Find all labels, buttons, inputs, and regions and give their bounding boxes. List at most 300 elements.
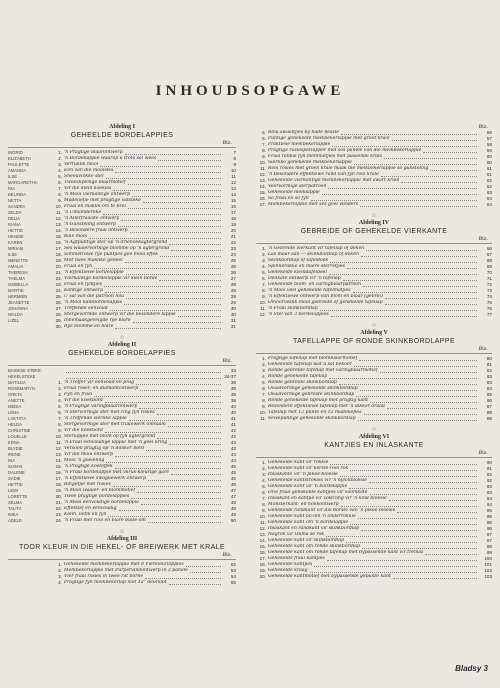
entry-page: 41 — [230, 416, 236, 421]
leader-dots — [358, 420, 477, 421]
entry-page: 100 — [484, 556, 492, 561]
leader-dots — [169, 244, 221, 245]
section-heading: GEHEKELDE BORDELAPPIES — [68, 350, 176, 357]
entry-title: 'n Fraai met rooi en blare buite-om — [64, 518, 146, 523]
entry-title: Vir die koekbord — [64, 398, 103, 403]
leader-dots — [129, 420, 221, 421]
entry-number: 2. — [262, 252, 266, 257]
entry-page: 87 — [486, 404, 492, 409]
divider — [256, 457, 492, 458]
entry-page: 63 — [486, 190, 492, 195]
entry-pattern-name: ADELE — [8, 518, 22, 523]
leader-dots — [143, 202, 221, 203]
entry-number: 2. — [58, 386, 62, 391]
leader-dots — [381, 176, 477, 177]
entry-page: 48 — [230, 500, 236, 505]
entry-page: 11 — [231, 174, 236, 179]
entry-number: 1. — [262, 356, 266, 361]
entry-number: 24. — [55, 288, 62, 293]
entry-number: 8. — [58, 192, 62, 197]
page-column-label: Blz. — [478, 236, 488, 242]
entry-page: 13 — [230, 186, 236, 191]
star-ornament: ☆ — [371, 322, 377, 329]
entry-page: 62 — [486, 184, 492, 189]
entry-number: 9. — [58, 428, 62, 433]
leader-dots — [328, 188, 477, 189]
entry-number: 9. — [262, 404, 266, 409]
entry-title: Gehekelde kant vir skinkbordlap — [268, 538, 345, 543]
entry-number: 30. — [55, 324, 62, 329]
entry-number: 11. — [259, 520, 266, 525]
leader-dots — [369, 482, 477, 483]
section-number: Afdeling III — [106, 536, 138, 542]
leader-dots — [350, 470, 477, 471]
entry-page: 57 — [486, 136, 492, 141]
entry-page: 95 — [486, 514, 492, 519]
leader-dots — [423, 152, 477, 153]
entry-number: 8. — [262, 288, 266, 293]
entry-pattern-name: ANETTE — [8, 398, 25, 403]
entry-title: Gehekelde kraag — [268, 568, 308, 573]
entry-page: 80 — [486, 356, 492, 361]
entry-page: 94 — [486, 502, 492, 507]
leader-dots — [121, 220, 221, 221]
entry-page: 28 — [230, 282, 236, 287]
entry-number: 11. — [259, 306, 266, 311]
leader-dots — [157, 414, 221, 415]
leader-dots — [66, 372, 221, 373]
entry-page: 42 — [230, 428, 236, 433]
entry-title: Puntige gehekelde melkbekerlappie met groot krale — [268, 136, 390, 141]
entry-number: 4. — [58, 580, 62, 585]
toc-section — [256, 434, 492, 580]
entry-title: Sneeuvlokke ster — [64, 174, 105, 179]
entry-title: 'n Treffende sierlike lappie — [64, 416, 127, 421]
entry-number: 16. — [259, 550, 266, 555]
leader-dots — [310, 572, 477, 573]
entry-page: 83 — [486, 380, 492, 385]
entry-pattern-name: LENA — [8, 410, 19, 415]
leader-dots — [128, 208, 221, 209]
entry-page: 103 — [484, 574, 492, 579]
entry-number: 2. — [262, 466, 266, 471]
leader-dots — [94, 268, 221, 269]
leader-dots — [148, 480, 221, 481]
leader-dots — [361, 256, 477, 257]
entry-page: 61 — [486, 172, 492, 177]
entry-title: Innemaakgevelgde rye blare — [64, 318, 131, 323]
entry-title: Ronde gehekelde tafellap met pragtig kant — [268, 398, 369, 403]
leader-dots — [106, 178, 221, 179]
entry-pattern-name: MEDIA — [8, 404, 22, 409]
page-column-label: Blz. — [478, 346, 488, 352]
leader-dots — [113, 190, 221, 191]
entry-page: 66 — [486, 246, 492, 251]
entry-page: 59 — [486, 148, 492, 153]
entry-page: 9 — [233, 162, 236, 167]
entry-number: 11. — [55, 440, 62, 445]
entry-pattern-name: SELMA — [8, 500, 23, 505]
entry-pattern-name: AMALIA — [8, 264, 24, 269]
star-ornament: ☆ — [119, 334, 125, 341]
section-heading: TAFELLAPPE OF RONDE SKINKBORDLAPPE — [292, 338, 456, 345]
entry-page: 53 — [230, 568, 236, 573]
entry-pattern-name: ILSE — [8, 252, 18, 257]
leader-dots — [380, 372, 477, 373]
entry-pattern-name: HERMIEN — [8, 294, 28, 299]
entry-number: 29. — [55, 318, 62, 323]
page-number: Bladsy 3 — [455, 664, 488, 673]
entry-page: 48 — [230, 506, 236, 511]
divider — [8, 559, 236, 560]
entry-page: 97 — [486, 532, 492, 537]
entry-page: 38 — [230, 386, 236, 391]
entry-title: Rooi rosies met groen krale maak die melkbekerlappie so gunsteling — [268, 166, 429, 171]
entry-title: Gehekelde kantstrokies vir 'n nylonbloesie — [268, 478, 368, 483]
toc-section — [8, 342, 236, 524]
entry-number: 11. — [259, 166, 266, 171]
entry-pattern-name: INGRID — [8, 150, 23, 155]
entry-title: Ronde gehekelde tafellap — [268, 374, 328, 379]
leader-dots — [385, 304, 477, 305]
entry-title: Melkbekerlappie met Purpervindontwerp in 3 panele — [64, 568, 188, 573]
entry-title: Gehekelde kant vir kerste-rooi rok — [268, 466, 349, 471]
entry-number: 4. — [262, 478, 266, 483]
entry-number: 7. — [262, 392, 266, 397]
entry-number: 9. — [262, 154, 266, 159]
leader-dots — [370, 494, 477, 495]
entry-number: 3. — [58, 392, 62, 397]
entry-title: Pragtige rosiesperlapper met ses panele van die melkbekerlappie — [268, 148, 422, 153]
entry-page: 74 — [486, 294, 492, 299]
page-title: INHOUDSOPGAWE — [155, 83, 345, 99]
toc-entry — [8, 580, 236, 586]
toc-entry — [256, 312, 492, 318]
entry-pattern-name: DALENE — [8, 470, 25, 475]
entry-pattern-name: MENETTE — [8, 258, 29, 263]
leader-dots — [148, 522, 221, 523]
entry-page: 91 — [486, 466, 492, 471]
entry-pattern-name: ZELDA — [8, 210, 22, 215]
entry-title: 'n Gebreide vierkant vir tafellap of deken — [268, 246, 365, 251]
leader-dots — [384, 158, 477, 159]
entry-title: 'n Besondere fraai ontwerp — [64, 228, 128, 233]
entry-title: Gehekelde tafellap wat u sal bekoor — [268, 362, 352, 367]
entry-title: Stergevormige ster met traliewerk omraam — [64, 422, 166, 427]
entry-title: Ronde gebreide tafellap met varingblaarmotief — [268, 368, 378, 373]
entry-title: Ronde gebreide skinkbordlap — [268, 380, 337, 385]
entry-page: 24 — [230, 252, 236, 257]
entry-title: Baie mooi — [64, 234, 88, 239]
leader-dots — [343, 280, 477, 281]
page-column-label: Blz. — [478, 450, 488, 456]
entry-page: 90 — [486, 460, 492, 465]
leader-dots — [126, 298, 221, 299]
entry-page: 71 — [486, 276, 492, 281]
entry-number: 2. — [58, 568, 62, 573]
entry-number: 10. — [259, 410, 266, 415]
entry-number: 17. — [55, 476, 62, 481]
leader-dots — [339, 384, 477, 385]
entry-number: 10. — [55, 204, 62, 209]
entry-pattern-name: WALDA — [8, 312, 23, 317]
entry-title: Fraai en maklik om te brei — [64, 204, 126, 209]
entry-number: 20. — [55, 494, 62, 499]
entry-page: 20 — [230, 228, 236, 233]
entry-number: 28. — [55, 312, 62, 317]
leader-dots — [141, 504, 221, 505]
leader-dots — [425, 554, 477, 555]
entry-pattern-name: LAETITIA — [8, 416, 27, 421]
entry-number: 12. — [259, 172, 266, 177]
entry-page: 14 — [230, 192, 236, 197]
leader-dots — [89, 238, 221, 239]
entry-number: 16. — [259, 196, 266, 201]
leader-dots — [66, 378, 221, 379]
toc-entry — [8, 324, 236, 330]
entry-title: Ses waaiervormige blomme op 'n agtergrond — [64, 246, 170, 251]
entry-page: 44 — [230, 458, 236, 463]
entry-number: 6. — [58, 410, 62, 415]
entry-page: 50 — [230, 518, 236, 523]
entry-page: 58 — [486, 142, 492, 147]
entry-number: 6. — [262, 136, 266, 141]
leader-dots — [330, 464, 477, 465]
entry-number: 10. — [259, 300, 266, 305]
entry-title: 'n Pragtige koeteffek — [64, 464, 113, 469]
leader-dots — [341, 134, 477, 135]
entry-title: 'n Mooi kantbordellappie — [64, 300, 123, 305]
entry-title: Simmetriese rye puntjies gee mooi effek — [64, 252, 159, 257]
leader-dots — [359, 360, 477, 361]
entry-page: 72 — [486, 282, 492, 287]
entry-title: Delikate ontwerp vir 'n tafellap — [268, 276, 341, 281]
leader-dots — [131, 498, 221, 499]
entry-page: 101 — [484, 562, 492, 567]
entry-title: Gehekelde kant vir rokkie — [268, 460, 329, 465]
entry-page: 94 — [486, 496, 492, 501]
leader-dots — [361, 530, 477, 531]
entry-number: 12. — [55, 446, 62, 451]
entry-pattern-name: THELMA — [8, 276, 25, 281]
entry-page: 67 — [486, 252, 492, 257]
toc-entry — [256, 202, 492, 208]
entry-page: 26 — [230, 264, 236, 269]
entry-number: 22. — [55, 506, 62, 511]
leader-dots — [139, 408, 221, 409]
leader-dots — [331, 316, 477, 317]
entry-page: 70 — [486, 270, 492, 275]
leader-dots — [393, 578, 477, 579]
leader-dots — [385, 298, 477, 299]
leader-dots — [146, 450, 221, 451]
entry-pattern-name: RIA — [8, 186, 15, 191]
leader-dots — [364, 414, 477, 415]
leader-dots — [360, 206, 477, 207]
entry-number: 11. — [55, 210, 62, 215]
entry-pattern-name: GRETA — [8, 392, 23, 397]
entry-page: 81 — [486, 362, 492, 367]
entry-page: 25 — [230, 258, 236, 263]
leader-dots — [136, 384, 221, 385]
entry-number: 6. — [58, 180, 62, 185]
entry-page: 97 — [486, 538, 492, 543]
entry-pattern-name: HETTIE — [8, 482, 23, 487]
entry-page: 52 — [230, 562, 236, 567]
entry-title: Vir die mooi ontwerp — [64, 452, 114, 457]
entry-number: 6. — [262, 386, 266, 391]
entry-title: Klein, liefik en fyn — [64, 512, 107, 517]
leader-dots — [322, 194, 477, 195]
entry-number: 6. — [262, 490, 266, 495]
entry-pattern-name: IMKA — [8, 512, 19, 517]
entry-title: Mooi 'n goeieling — [64, 458, 105, 463]
entry-title: 'n Bordellappie waarop u trots sal wees — [64, 156, 157, 161]
leader-dots — [327, 560, 477, 561]
entry-title: 'n Fraai skinkbordlap — [268, 306, 318, 311]
entry-number: 1. — [58, 150, 62, 155]
entry-page: 16 — [230, 204, 236, 209]
entry-title: Gehekelde vierkantige melkbekerlappie met swart krale — [268, 178, 400, 183]
entry-title: Gehekelde kant om ronde tafellap met bypassende kant vir tremas — [268, 550, 424, 555]
entry-number: 2. — [58, 156, 62, 161]
entry-title: Skinkbordlap of tafeldoek — [268, 258, 329, 263]
entry-title: Gehekelde randkant vir die borste van 'n pikee-bloesie — [268, 508, 396, 513]
leader-dots — [100, 166, 221, 167]
leader-dots — [159, 280, 221, 281]
entry-number: 5. — [58, 174, 62, 179]
entry-page: 45 — [230, 464, 236, 469]
entry-number: 18. — [259, 562, 266, 567]
entry-number: 16. — [55, 470, 62, 475]
entry-title: Ringetjie met rosies — [64, 482, 111, 487]
entry-number: 18. — [55, 252, 62, 257]
leader-dots — [110, 310, 221, 311]
entry-number: 16. — [55, 240, 62, 245]
entry-title: Effektief en eenvoudig — [64, 506, 117, 511]
entry-title: Tafellap met 12 punte en 12 madeliefies — [268, 410, 362, 415]
entry-page: 12 — [230, 180, 236, 185]
leader-dots — [115, 468, 221, 469]
entry-page: 88 — [486, 410, 492, 415]
entry-title: Gehekelde kantmotief met bypassende gepunte kant — [268, 574, 391, 579]
section-heading: GEBREIDE OF GEHEKELDE VIERKANTE — [300, 228, 448, 235]
leader-dots — [311, 200, 477, 201]
entry-number: 13. — [55, 222, 62, 227]
entry-pattern-name: BLYDIE — [8, 446, 23, 451]
entry-page: 10 — [230, 168, 236, 173]
entry-number: 20. — [259, 574, 266, 579]
entry-number: 23. — [55, 282, 62, 287]
entry-title: Pragtige fyn melkbekerlap met 12" deursnit — [64, 580, 167, 585]
entry-title: So fraai en so fyn — [268, 196, 309, 201]
leader-dots — [140, 390, 221, 391]
leader-dots — [401, 182, 477, 183]
entry-title: Gehekelde melklappie — [268, 190, 320, 195]
leader-dots — [171, 250, 221, 251]
entry-pattern-name: IRENE — [8, 452, 21, 457]
entry-title: Ovaalvormige gebreide skinkbordlap — [268, 392, 355, 397]
entry-page: 7 — [233, 150, 236, 155]
entry-title: Madeliefie met pragtige valsteke — [64, 198, 141, 203]
entry-title: Fraai roset- en diamantontwerp — [64, 386, 139, 391]
entry-page: 49 — [230, 512, 236, 517]
leader-dots — [389, 500, 477, 501]
entry-page: 85 — [486, 392, 492, 397]
leader-dots — [341, 506, 477, 507]
entry-page: 19 — [230, 222, 236, 227]
entry-pattern-name: LEMI — [8, 488, 18, 493]
entry-title: 'n Uitsonderlike — [64, 210, 102, 215]
entry-title: 'n Mooi veel gehekelde tafelmatjies — [268, 288, 351, 293]
entry-title: Verruklik mooi — [64, 162, 99, 167]
entry-pattern-name: JOHANNA — [8, 306, 29, 311]
entry-title: Versoon pragtig op 'n donker bord — [64, 446, 145, 451]
leader-dots — [119, 510, 221, 511]
leader-dots — [397, 512, 477, 513]
leader-dots — [124, 304, 221, 305]
page-column-label: Blz. — [222, 358, 232, 364]
entry-title: 'n Besondere effektiewe rand van fyn rooi krale — [268, 172, 379, 177]
entry-title: Spinnerakke en miere-sterretjies — [268, 264, 345, 269]
entry-title: 'n Effektiewe swaguewerk ontwerp — [64, 476, 147, 481]
entry-pattern-name: TALITA — [8, 506, 22, 511]
entry-number: 15. — [55, 234, 62, 239]
section-heading: TOOR KLEUR IN DIE HEKEL- OF BREIWERK MET KRALE — [18, 544, 225, 551]
entry-number: 15. — [259, 190, 266, 195]
divider — [256, 353, 492, 354]
star-ornament: ☆ — [371, 426, 377, 433]
leader-dots — [132, 196, 221, 197]
entry-title: Gehekelde kant om ronde skinkbordlap — [268, 544, 360, 549]
entry-title: Gehekelde kleindafeldeel — [268, 270, 327, 275]
entry-title: Vier fraai rosies in twee rat borne — [64, 574, 144, 579]
entry-title: Vir die klein koekies — [64, 186, 112, 191]
entry-number: 13. — [259, 178, 266, 183]
entry-title: Omoorveslik mooi gebreide of gehekelde tafellap — [268, 300, 383, 305]
entry-title: 'n Fraai bordelappie met vkrus-kleurige gare — [64, 470, 169, 475]
section-number: Afdeling IV — [358, 220, 390, 226]
leader-dots — [314, 566, 477, 567]
toc-section — [256, 124, 492, 208]
leader-dots — [169, 584, 221, 585]
entry-title: Inlaskant en kantjie vir volkrang vir 'n kind bloesie — [268, 496, 387, 501]
entry-title: Gehekelde melkbekerlappie met 8 Vierkleurlappies — [64, 562, 184, 567]
entry-pattern-name: AMANDA — [8, 168, 26, 173]
star-ornament: ☆ — [371, 212, 377, 219]
entry-number: 8. — [58, 422, 62, 427]
entry-number: 11. — [259, 416, 266, 421]
entry-number: 14. — [259, 538, 266, 543]
entry-page: 18 — [230, 216, 236, 221]
leader-dots — [360, 390, 477, 391]
leader-dots — [332, 146, 477, 147]
entry-number: 9. — [58, 198, 62, 203]
leader-dots — [330, 262, 477, 263]
leader-dots — [103, 214, 221, 215]
entry-page: 77 — [486, 312, 492, 317]
entry-title: Veervormige sterpatroon — [268, 184, 327, 189]
leader-dots — [354, 164, 477, 165]
entry-page: 54 — [230, 574, 236, 579]
leader-dots — [115, 328, 221, 329]
entry-page: 8 — [233, 156, 236, 161]
section-heading: KANTJIES EN INLASKANTE — [324, 442, 424, 449]
entry-title: 'n Mooi vierkantige ontwerp — [64, 192, 131, 197]
leader-dots — [137, 492, 221, 493]
leader-dots — [347, 268, 477, 269]
entry-title: Vir die koekbord — [64, 428, 103, 433]
